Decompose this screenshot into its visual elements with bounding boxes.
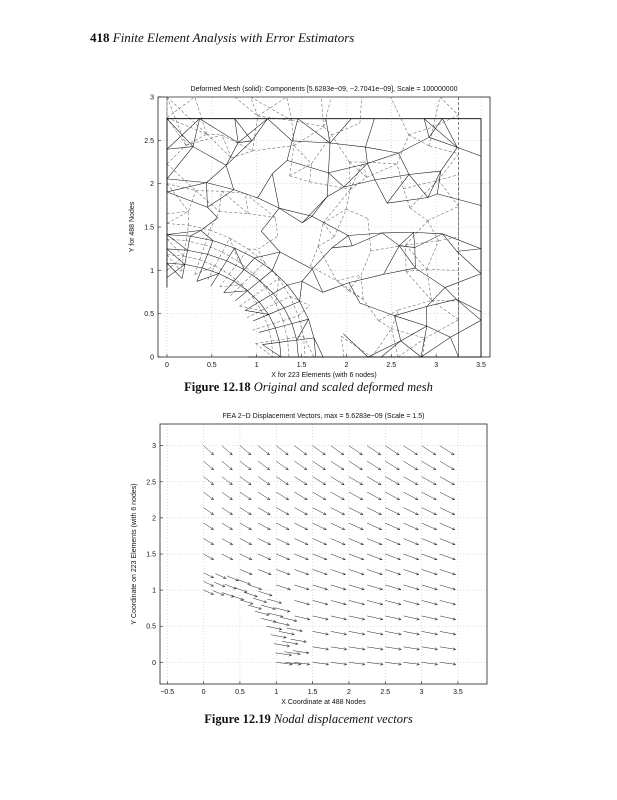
x-tick-label: 0: [165, 362, 169, 369]
displacement-vector: [294, 600, 309, 604]
y-tick-label: 0.5: [144, 311, 154, 319]
x-tick-label: 0.5: [206, 362, 217, 369]
displacement-vector: [385, 585, 401, 590]
x-tick-label: 1: [274, 689, 279, 696]
displacement-vector: [276, 554, 289, 560]
x-tick-label: 0.5: [235, 689, 245, 696]
vector-arrowhead: [451, 452, 454, 455]
x-tick-label: 2.5: [386, 362, 397, 369]
displacement-vector: [440, 446, 454, 455]
vector-arrowhead: [304, 482, 307, 485]
y-axis-label: Y Coordinate on 223 Elements (with 6 nodes): [131, 483, 138, 625]
displacement-vector: [204, 539, 214, 545]
displacement-vector: [204, 446, 214, 455]
displacement-vector: [367, 508, 381, 515]
displacement-vector: [276, 585, 290, 590]
displacement-vector: [222, 492, 233, 500]
displacement-vector: [313, 508, 326, 515]
x-tick-label: 0: [201, 689, 206, 696]
displacement-vector: [235, 588, 247, 592]
displacement-vector: [294, 508, 307, 515]
x-tick-label: 1: [254, 362, 259, 369]
displacement-vector: [349, 477, 363, 485]
displacement-vector: [240, 554, 252, 560]
vector-arrowhead: [378, 467, 381, 470]
displacement-vector: [294, 585, 309, 590]
displacement-vector: [349, 508, 363, 515]
figure-caption-text: Nodal displacement vectors: [273, 712, 413, 726]
displacement-vector: [349, 554, 364, 560]
displacement-vector: [313, 523, 327, 530]
displacement-vector: [385, 508, 400, 515]
displacement-vector: [422, 600, 438, 604]
vector-arrowhead: [323, 482, 326, 485]
vector-arrowhead: [415, 452, 418, 455]
y-tick-label: 1.5: [146, 551, 156, 559]
displacement-vector: [276, 653, 292, 655]
displacement-vector: [225, 584, 237, 589]
displacement-vector: [331, 539, 345, 545]
displacement-vector: [422, 585, 438, 590]
displacement-vector: [222, 446, 232, 455]
displacement-vector: [385, 523, 400, 530]
vector-arrowhead: [341, 482, 344, 485]
displacement-vector: [204, 554, 214, 560]
x-tick-label: 1.5: [307, 689, 318, 696]
displacement-vector: [313, 539, 327, 545]
displacement-vector: [240, 446, 251, 455]
y-tick-label: 2: [150, 181, 154, 189]
displacement-vector: [276, 492, 288, 500]
displacement-vector: [294, 523, 307, 530]
displacement-vector: [422, 569, 438, 574]
displacement-vector: [222, 539, 233, 545]
displacement-vector: [403, 585, 419, 590]
chart-title: FEA 2−D Displacement Vectors, max = 5.6283e−09 (Scale = 1.5): [222, 413, 425, 420]
displacement-vector: [214, 582, 225, 587]
y-tick-label: 1: [150, 267, 154, 275]
displacement-vector: [422, 647, 438, 650]
displacement-vector: [276, 508, 289, 515]
displacement-vector: [331, 461, 344, 470]
displacement-vector: [422, 539, 437, 545]
displacement-vector: [276, 446, 288, 455]
displacement-vector: [274, 644, 290, 647]
displacement-vector: [403, 554, 418, 560]
displacement-vector: [385, 600, 401, 604]
displacement-vector: [282, 641, 298, 644]
displacement-vector: [349, 446, 362, 455]
displacement-vector: [403, 477, 417, 485]
vector-field: [204, 446, 456, 666]
displacement-vector: [313, 461, 326, 470]
displacement-vector: [331, 585, 346, 590]
displacement-vector: [403, 446, 417, 455]
x-tick-label: 3: [434, 362, 439, 369]
y-tick-label: 1.5: [144, 224, 154, 232]
y-tick-label: 0: [150, 354, 154, 362]
displacement-vector: [222, 461, 233, 470]
displacement-vector: [240, 569, 252, 574]
y-tick-label: 0: [152, 659, 156, 667]
displacement-vector: [258, 539, 270, 545]
displacement-vector: [403, 539, 418, 545]
displacement-vector: [367, 523, 382, 530]
displacement-vector: [440, 585, 456, 590]
displacement-vector: [258, 569, 271, 574]
displacement-vector: [276, 523, 289, 530]
displacement-vector: [331, 554, 346, 560]
displacement-vector: [422, 461, 436, 470]
displacement-vector: [331, 523, 345, 530]
y-tick-label: 3: [152, 443, 156, 451]
displacement-vector: [331, 569, 346, 574]
figure-caption-12-19: [0, 712, 617, 727]
figure-number: Figure 12.19: [204, 712, 271, 726]
displacement-vector: [258, 492, 270, 500]
displacement-vector: [349, 585, 364, 590]
displacement-vector: [422, 492, 437, 500]
vector-arrowhead: [359, 467, 362, 470]
x-axis-label: X Coordinate at 488 Nodes: [281, 699, 366, 706]
displacement-vector: [294, 539, 308, 545]
y-tick-label: 1: [152, 587, 156, 595]
displacement-vector: [367, 585, 382, 590]
displacement-vector: [403, 523, 418, 530]
figure-number: Figure 12.18: [184, 380, 251, 394]
displacement-vector: [367, 647, 383, 650]
displacement-vector: [349, 539, 364, 545]
displacement-vector: [385, 446, 399, 455]
displacement-vector: [276, 569, 290, 574]
displacement-vector: [294, 446, 306, 455]
displacement-vector: [331, 600, 346, 604]
displacement-vector: [349, 492, 363, 500]
displacement-vector: [349, 647, 365, 650]
displacement-vector: [440, 523, 455, 530]
displacement-vector: [204, 477, 214, 485]
displacement-vector: [215, 574, 226, 579]
displacement-vector: [258, 508, 270, 515]
y-tick-label: 2.5: [146, 479, 156, 487]
displacement-vector: [367, 446, 381, 455]
displacement-vector: [222, 523, 233, 530]
y-tick-label: 2: [152, 515, 156, 523]
displacement-vector: [385, 477, 399, 485]
displacement-vector: [240, 477, 251, 485]
vector-arrowhead: [341, 467, 344, 470]
displacement-vector: [213, 591, 224, 595]
displacement-vector: [385, 539, 400, 545]
displacement-vector: [222, 593, 234, 597]
displacement-vector: [227, 576, 239, 581]
displacement-vector: [403, 461, 417, 470]
displacement-vector: [367, 539, 382, 545]
displacement-vector: [385, 461, 399, 470]
displacement-vector: [440, 492, 455, 500]
vector-arrowhead: [267, 497, 270, 500]
displacement-vector: [367, 554, 382, 560]
displacement-vector: [422, 523, 437, 530]
displacement-vector: [403, 600, 419, 604]
displacement-vector: [258, 554, 271, 560]
displacement-vector: [440, 569, 456, 574]
displacement-vector: [293, 651, 309, 653]
displacement-vector: [385, 569, 400, 574]
vector-arrowhead: [433, 452, 436, 455]
displacement-vector: [284, 652, 300, 654]
displacement-vector: [440, 477, 455, 485]
displacement-vector: [422, 554, 437, 560]
displacement-vector: [331, 647, 347, 650]
displacement-vector: [331, 508, 345, 515]
chart-title: Deformed Mesh (solid): Components [5.6283e−09, −2.7041e−09], Scale = 100000000: [190, 86, 458, 93]
x-axis-label: X for 223 Elements (with 6 nodes): [271, 372, 377, 379]
displacement-vector: [331, 477, 344, 485]
running-title: Finite Element Analysis with Error Estimators: [112, 30, 355, 45]
displacement-vector: [222, 508, 233, 515]
displacement-vector: [204, 508, 214, 515]
displacement-vector: [240, 523, 252, 530]
x-tick-label: 2: [344, 362, 349, 369]
displacement-vector: [258, 523, 270, 530]
displacement-vector: [276, 477, 288, 485]
displacement-vector: [204, 590, 214, 594]
plot-frame: [160, 424, 487, 684]
displacement-vector: [313, 477, 326, 485]
displacement-vector: [331, 446, 344, 455]
displacement-vector: [440, 508, 455, 515]
displacement-vector: [385, 492, 399, 500]
displacement-vector: [440, 647, 456, 650]
displacement-vector: [240, 461, 251, 470]
displacement-vector: [367, 477, 381, 485]
displacement-vector: [367, 600, 383, 604]
displacement-vector: [222, 554, 233, 560]
x-tick-label: 2.5: [380, 689, 391, 696]
displacement-vector: [403, 492, 418, 500]
vector-arrowhead: [211, 542, 214, 545]
displacement-vector: [385, 647, 401, 650]
displacement-vector: [294, 569, 308, 574]
displacement-vector: [440, 461, 455, 470]
displacement-vector: [440, 600, 456, 604]
displacement-vector: [422, 477, 437, 485]
displacement-vector: [349, 600, 365, 604]
page-number: 418: [90, 30, 110, 45]
displacement-vector: [294, 554, 308, 560]
displacement-vector: [367, 569, 382, 574]
vector-arrowhead: [396, 467, 399, 470]
displacement-vector: [313, 647, 329, 650]
displacement-vector: [440, 554, 455, 560]
displacement-vector: [349, 569, 364, 574]
displacement-vector: [204, 581, 214, 586]
displacement-vector: [403, 569, 418, 574]
displacement-vector: [240, 539, 252, 545]
y-tick-label: 2.5: [144, 137, 154, 145]
displacement-vector: [204, 492, 214, 500]
displacement-vector: [258, 461, 270, 470]
figure-caption-text: Original and scaled deformed mesh: [253, 380, 433, 394]
displacement-vector: [403, 508, 418, 515]
displacement-vector: [294, 492, 307, 500]
displacement-vector: [258, 446, 269, 455]
displacement-vector: [276, 539, 289, 545]
vector-arrowhead: [415, 467, 418, 470]
displacement-vector: [313, 446, 326, 455]
displacement-vector: [313, 554, 327, 560]
displacement-vector: [367, 461, 381, 470]
displacement-vector: [349, 523, 363, 530]
x-tick-label: 3.5: [453, 689, 463, 696]
displacement-vector: [349, 461, 362, 470]
displacement-vector: [403, 647, 419, 650]
displacement-vector: [240, 492, 251, 500]
displacement-vector: [313, 600, 328, 604]
displacement-vector: [240, 508, 251, 515]
y-axis-label: Y for 488 Nodes: [129, 201, 136, 253]
displacement-vector: [367, 492, 381, 500]
displacement-vector: [313, 585, 328, 590]
displacement-vector: [204, 573, 214, 578]
displacement-vector: [294, 461, 306, 470]
displacement-vector: [440, 539, 455, 545]
vector-arrowhead: [230, 527, 233, 530]
vector-arrowhead: [248, 512, 251, 515]
x-tick-label: 1.5: [296, 362, 307, 369]
x-tick-label: −0.5: [160, 689, 175, 696]
x-tick-label: 3: [419, 689, 424, 696]
displacement-vector: [331, 492, 345, 500]
y-tick-label: 3: [150, 94, 154, 102]
displacement-vector: [422, 446, 436, 455]
vector-arrowhead: [286, 497, 289, 500]
displacement-vector: [422, 508, 437, 515]
displacement-vector: [313, 569, 328, 574]
displacement-vector: [204, 461, 214, 470]
y-tick-label: 0.5: [146, 623, 156, 631]
displacement-vector: [276, 461, 288, 470]
displacement-vector: [204, 523, 214, 530]
displacement-vector: [313, 492, 326, 500]
x-tick-label: 3.5: [476, 362, 486, 369]
displacement-vector: [294, 477, 307, 485]
displacement-vector: [222, 477, 233, 485]
x-tick-label: 2: [346, 689, 351, 696]
displacement-vector: [249, 585, 262, 590]
displacement-vector: [385, 554, 400, 560]
displacement-vector: [258, 477, 270, 485]
